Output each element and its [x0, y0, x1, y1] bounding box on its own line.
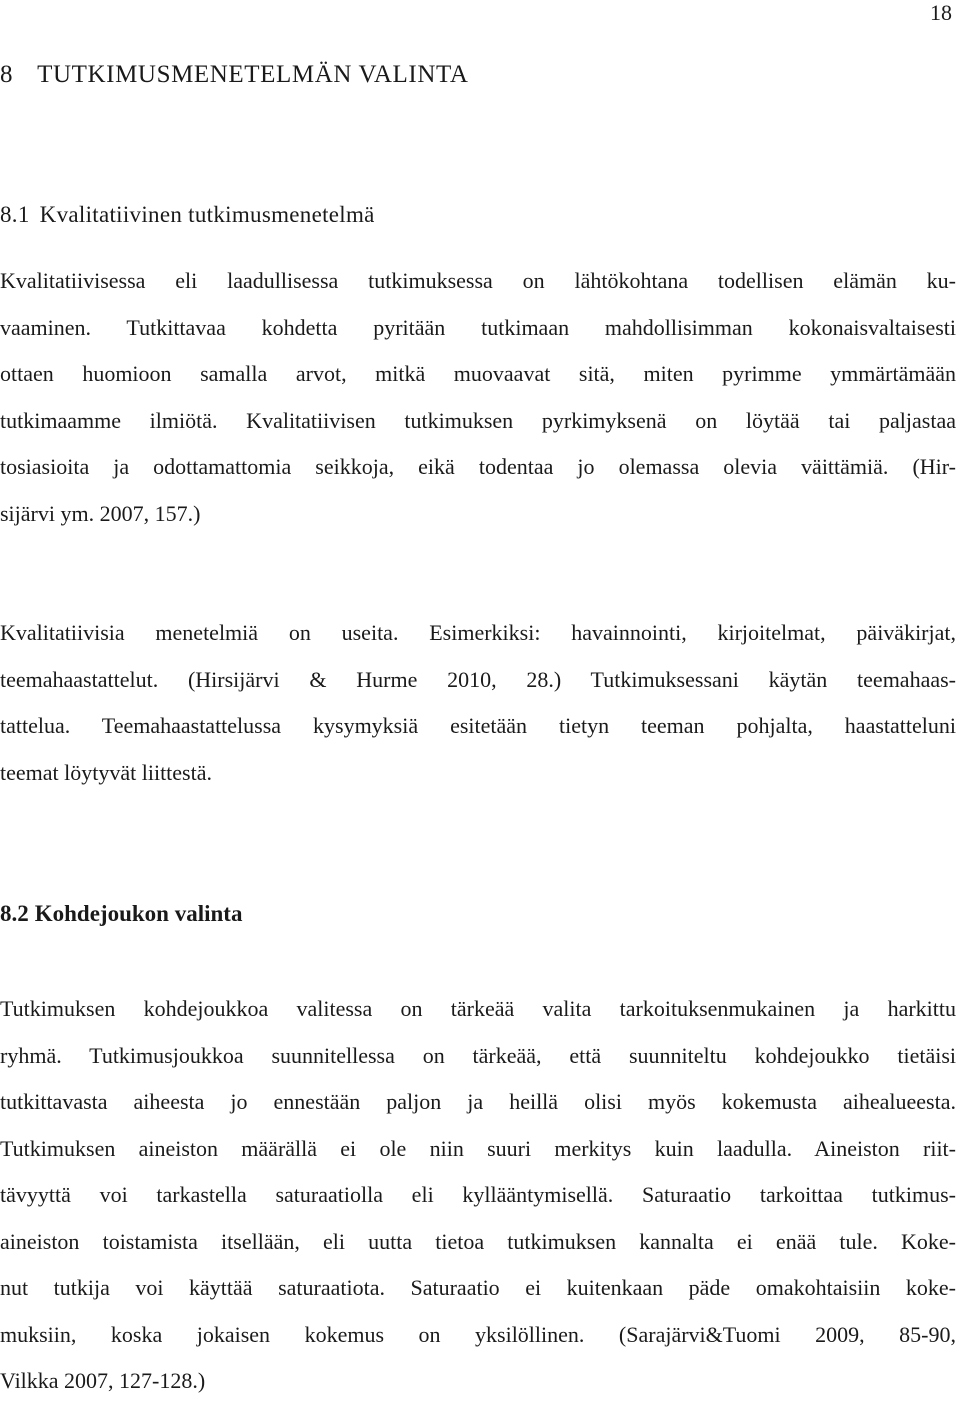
chapter-title: TUTKIMUSMENETELMÄN VALINTA: [37, 61, 469, 88]
chapter-heading: [0, 60, 469, 90]
text-line: muksiin, koska jokaisen kokemus on yksilöllinen. (Sarajärvi&Tuomi 2009, 85-90,: [0, 1321, 956, 1347]
text-line: teemat löytyvät liittestä.: [0, 759, 212, 785]
section-number: 8.1: [0, 202, 30, 227]
text-line: Kvalitatiivisia menetelmiä on useita. Esimerkiksi: havainnointi, kirjoitelmat, päiväkirjat,: [0, 620, 956, 645]
section-number: 8.2: [0, 901, 29, 926]
text-line: tutkimaamme ilmiötä. Kvalitatiivisen tutkimuksen pyrkimyksenä on löytää tai paljastaa: [0, 407, 956, 433]
text-line: Kvalitatiivisessa eli laadullisessa tutkimuksessa on lähtökohtana todellisen elämän ku-: [0, 268, 956, 293]
text-line: ryhmä. Tutkimusjoukkoa suunnitellessa on tärkeää, että suunniteltu kohdejoukko tietäisi: [0, 1042, 956, 1068]
text-line: Vilkka 2007, 127-128.): [0, 1368, 206, 1393]
text-line: teemahaastattelut. (Hirsijärvi & Hurme 2010, 28.) Tutkimuksessani käytän teemahaas-: [0, 666, 956, 692]
paragraph-methods: [0, 610, 956, 796]
text-line: ottaen huomioon samalla arvot, mitkä muovaavat sitä, miten pyrimme ymmärtämään: [0, 361, 956, 386]
text-line: nut tutkija voi käyttää saturaatiota. Saturaatio ei kuitenkaan päde omakohtaisiin koke-: [0, 1275, 956, 1300]
text-line: Tutkimuksen aineiston määrällä ei ole niin suuri merkitys kuin laadulla. Aineiston riit-: [0, 1135, 956, 1161]
page-number: 18: [930, 0, 952, 25]
text-line: aineiston toistamista itsellään, eli uutta tietoa tutkimuksen kannalta ei enää tule. Koke-: [0, 1228, 956, 1254]
text-line: tattelua. Teemahaastattelussa kysymyksiä esitetään tietyn teeman pohjalta, haastatteluni: [0, 713, 956, 738]
text-line: tävyyttä voi tarkastella saturaatiolla eli kyllääntymisellä. Saturaatio tarkoittaa tutkimus-: [0, 1182, 956, 1207]
paragraph-intro: [0, 258, 956, 537]
text-line: Tutkimuksen kohdejoukkoa valitessa on tärkeää valita tarkoituksenmukainen ja harkittu: [0, 996, 956, 1021]
chapter-number: 8: [0, 61, 14, 88]
text-line: tosiasioita ja odottamattomia seikkoja, eikä todentaa jo olemassa olevia väittämiä. (Hir-: [0, 454, 956, 479]
text-line: vaaminen. Tutkittavaa kohdetta pyritään tutkimaan mahdollisimman kokonaisvaltaisesti: [0, 314, 956, 340]
text-line: tutkittavasta aiheesta jo ennestään paljon ja heillä olisi myös kokemusta aihealueesta.: [0, 1089, 956, 1114]
text-line: sijärvi ym. 2007, 157.): [0, 500, 201, 526]
section-title: Kohdejoukon valinta: [34, 901, 243, 926]
section-heading-8-2: [0, 900, 242, 928]
section-title: Kvalitatiivinen tutkimusmenetelmä: [39, 202, 375, 227]
section-heading-8-1: [0, 201, 375, 229]
paragraph-target-group: [0, 986, 956, 1405]
